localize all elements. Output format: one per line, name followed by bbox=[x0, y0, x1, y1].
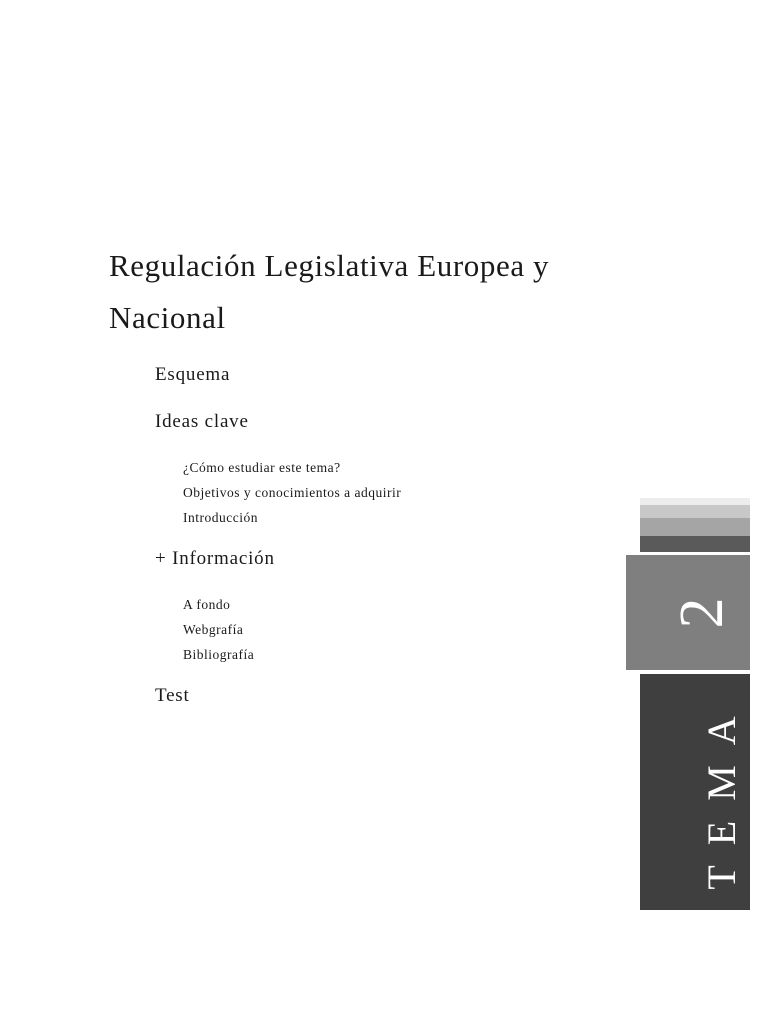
toc-subitem-webgrafia[interactable]: Webgrafía bbox=[183, 622, 244, 637]
toc-subitem-introduccion[interactable]: Introducción bbox=[183, 510, 258, 525]
toc-subitem-bibliografia[interactable]: Bibliografía bbox=[183, 647, 255, 662]
chapter-number: 2 bbox=[667, 597, 736, 629]
chapter-label: TEMA bbox=[699, 696, 744, 890]
toc-subitem-objetivos[interactable]: Objetivos y conocimientos a adquirir bbox=[183, 485, 402, 500]
toc-item-ideas-clave[interactable]: Ideas clave bbox=[155, 411, 249, 432]
toc-item-mas-informacion[interactable]: + Información bbox=[155, 548, 275, 569]
page-title: Regulación Legislativa Europea y Nacional bbox=[109, 248, 550, 335]
toc-subitem-a-fondo[interactable]: A fondo bbox=[183, 597, 231, 612]
tab-stripe-2 bbox=[640, 505, 750, 518]
toc-item-test[interactable]: Test bbox=[155, 685, 190, 706]
tab-stripe-3 bbox=[640, 518, 750, 536]
tab-stripe-1 bbox=[640, 498, 750, 505]
toc-item-esquema[interactable]: Esquema bbox=[155, 364, 231, 385]
tab-stripe-4 bbox=[640, 536, 750, 552]
toc-subitem-como-estudiar[interactable]: ¿Cómo estudiar este tema? bbox=[183, 460, 341, 475]
